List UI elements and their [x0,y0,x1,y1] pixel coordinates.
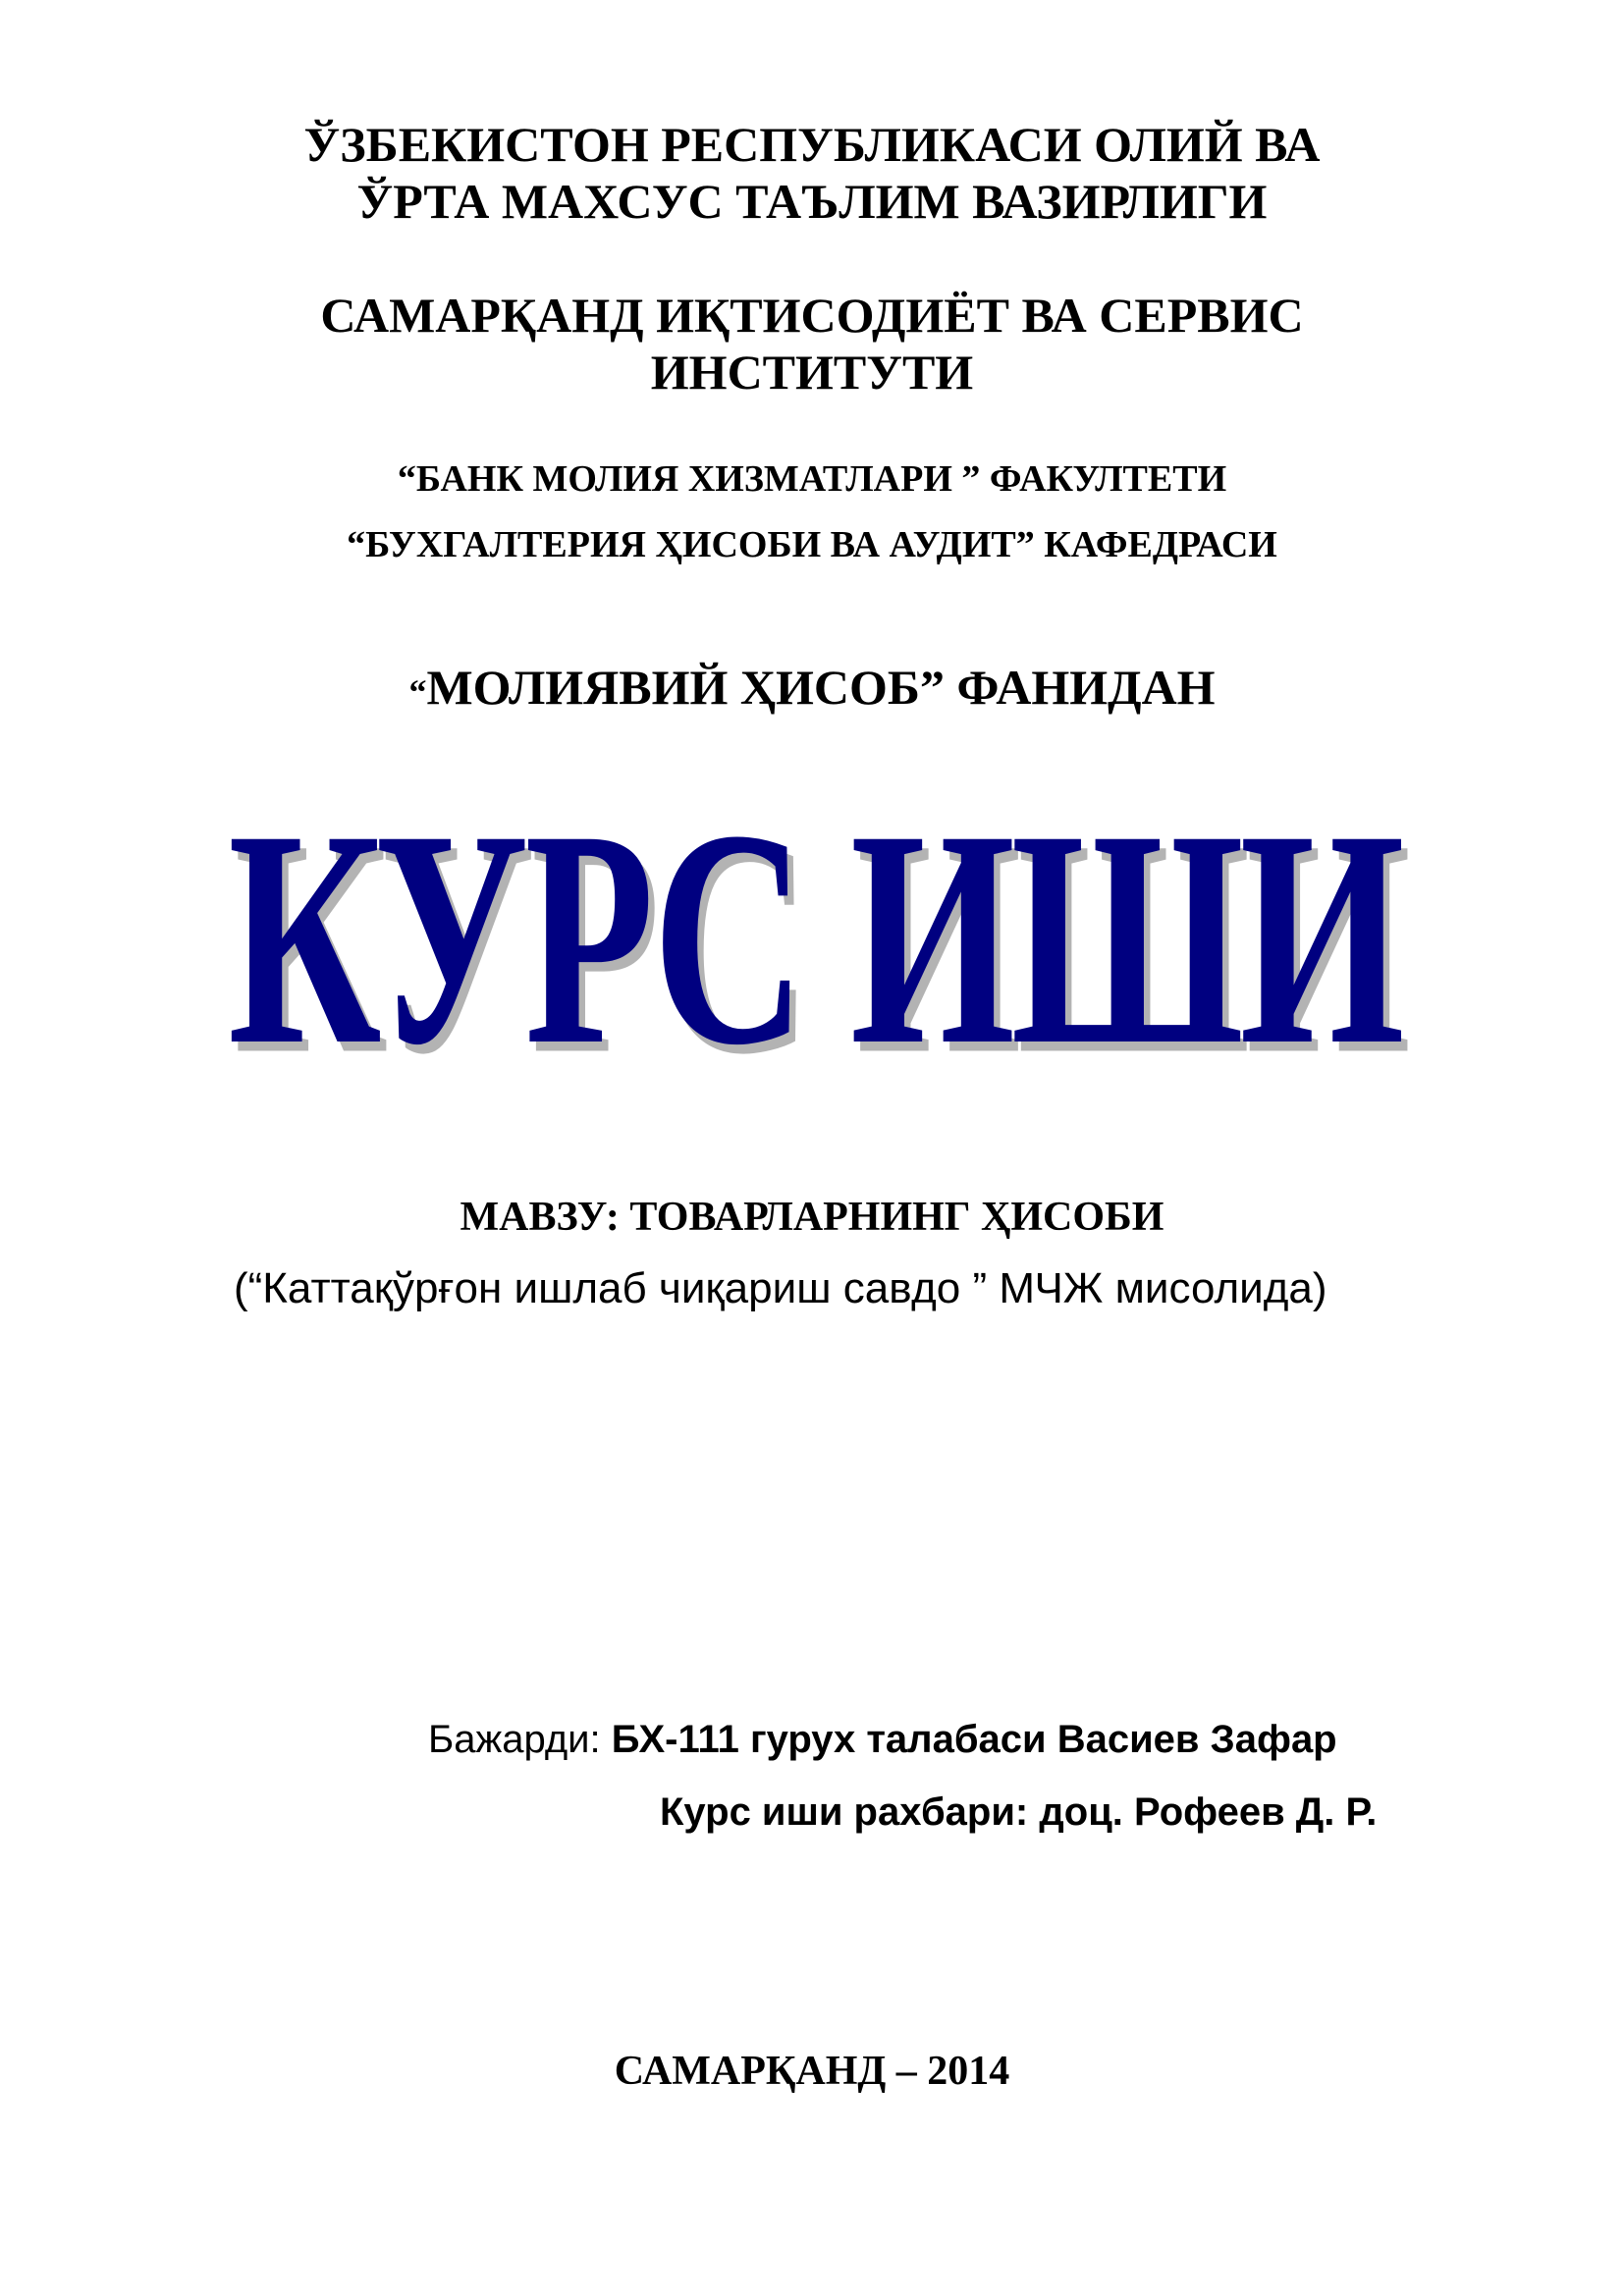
ministry-line-1: ЎЗБЕКИСТОН РЕСПУБЛИКАСИ ОЛИЙ ВА [303,117,1321,172]
institute-line-2: ИНСТИТУТИ [650,345,974,400]
subject-line [0,659,1624,721]
faculty-line: “БАНК МОЛИЯ ХИЗМАТЛАРИ ” ФАКУЛТЕТИ [397,458,1227,500]
subject-text: МОЛИЯВИЙ ҲИСОБ” ФАНИДАН [426,660,1216,715]
author-line [428,1716,1337,1763]
city-year: САМАРҚАНД – 2014 [614,2049,1010,2094]
supervisor-line: Курс иши рахбари: доц. Рофеев Д. Р. [660,1790,1378,1834]
department-line: “БУХГАЛТЕРИЯ ҲИСОБИ ВА АУДИТ” КАФЕДРАСИ [347,524,1277,565]
institute-line-1: САМАРҚАНД ИҚТИСОДИЁТ ВА СЕРВИС [320,288,1304,343]
topic-line: МАВЗУ: ТОВАРЛАРНИНГ ҲИСОБИ [460,1195,1164,1240]
author-value: БХ-111 гурух талабаси Васиев Зафар [611,1718,1337,1761]
course-work-title-text: КУРС ИШИ [228,766,1401,1109]
author-label: Бажарди: [428,1718,612,1761]
course-work-title [0,766,1624,1109]
subject-open-quote: “ [408,672,427,712]
topic-example: (“Каттақўрғон ишлаб чиқариш савдо ” МЧЖ мисолида) [234,1264,1327,1312]
ministry-line-2: ЎРТА МАХСУС ТАЪЛИМ ВАЗИРЛИГИ [356,174,1268,229]
